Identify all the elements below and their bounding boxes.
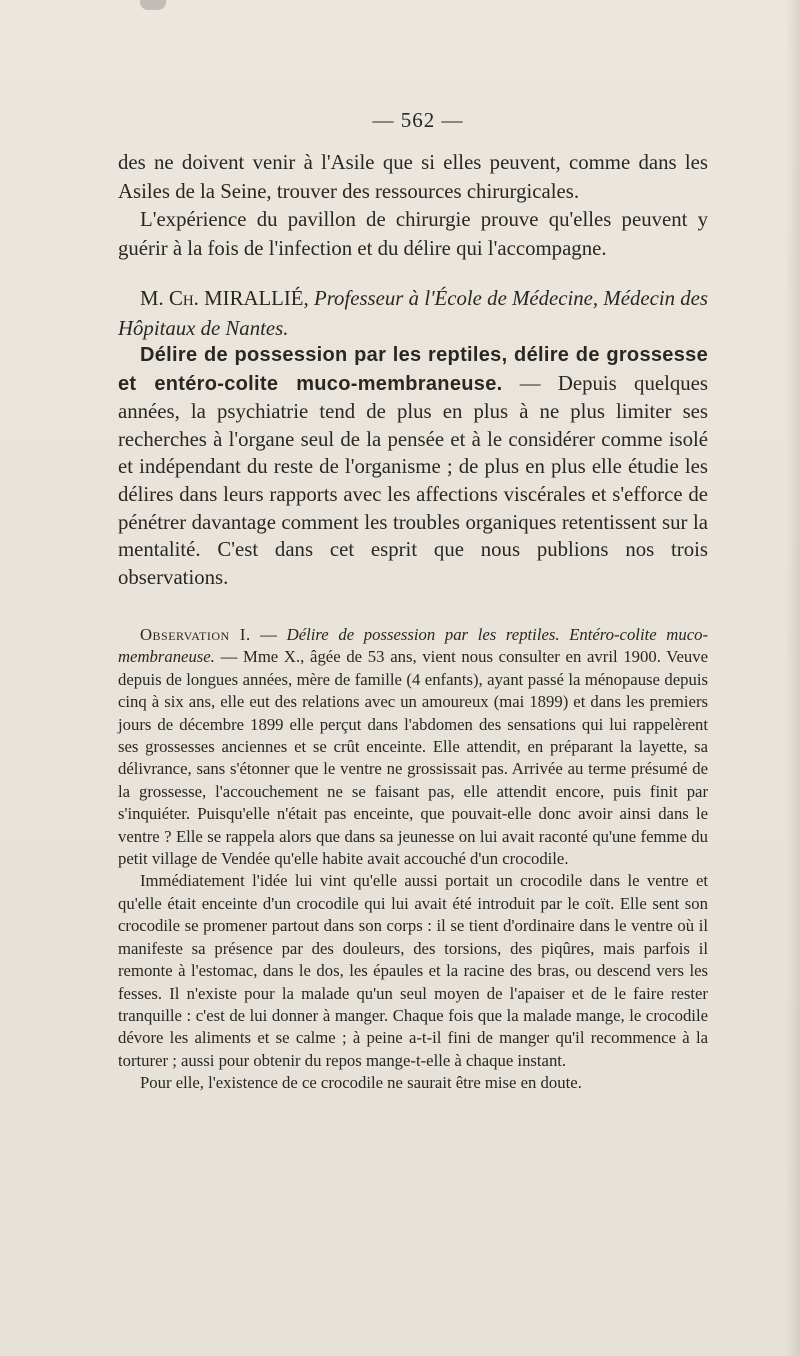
spine-shadow — [786, 0, 800, 1356]
intro-paragraph-2: L'expérience du pavillon de chirurgie prouve qu'elles peuvent y guérir à la fois de l'infection et du délire qui l'accompagne. — [118, 208, 708, 260]
observation-paragraph-3: Pour elle, l'existence de ce crocodile ne saurait être mise en doute. — [140, 1073, 582, 1093]
page-corner-mark — [140, 0, 166, 10]
author-line — [118, 284, 708, 344]
article-title: Délire de possession par les reptiles, délire de grossesse et entéro-colite muco-membraneuse. — [118, 344, 708, 395]
observation-dash: — — [250, 625, 287, 644]
intro-paragraph-1: des ne doivent venir à l'Asile que si elles peuvent, comme dans les Asiles de la Seine, trouver des ressources chirurgicales. — [118, 151, 708, 203]
observation-label: Observation I. — [140, 625, 251, 644]
abstract-paragraph — [118, 341, 708, 591]
intro-section — [118, 149, 708, 263]
abstract-body: — Depuis quelques années, la psychiatrie tend de plus en plus à ne plus limiter ses recherches à l'organe seul de la pensée et à le considérer comme isolé et indépendant du reste de l'organisme ; de plus en plus elle étudie les délires dans leurs rapports avec les affections viscérales et s'efforce de pénétrer davantage comment les troubles organiques retentissent sur la mentalité. C'est dans cet esprit que nous publions nos trois observations. — [118, 371, 708, 589]
observation-paragraph-2: Immédiatement l'idée lui vint qu'elle aussi portait un crocodile dans le ventre et qu'elle était enceinte d'un crocodile qui lui avait été introduit par le coït. Elle sent son crocodile se promener partout dans son corps : il se tient d'ordinaire dans le ventre où il manifeste sa présence par des douleurs, des torsions, des piqûres, mais parfois il remonte à l'estomac, dans le dos, les épaules et la racine des bras, ou descend vers les fesses. Il n'existe pour la malade qu'un seul moyen de l'apaiser et de le faire rester tranquille : c'est de lui donner à manger. Chaque fois que la malade mange, le crocodile dévore les aliments et se calme ; à peine a-t-il fini de manger qu'il recommence à la torturer ; aussi pour obtenir du repos mange-t-elle à chaque instant. — [118, 871, 708, 1070]
author-name: M. Ch. MIRALLIÉ, — [140, 287, 309, 310]
observation-body-1: — Mme X., âgée de 53 ans, vient nous consulter en avril 1900. Veuve depuis de longues années, mère de famille (4 enfants), ayant passé la ménopause depuis cinq à six ans, elle eut des relations avec un amoureux (mai 1899) et dans les premiers jours de décembre 1899 elle perçut dans l'abdomen des sensations qui lui rappelèrent ses grossesses anciennes et se crût enceinte. Elle attendit, en préparant la layette, sa délivrance, sans s'étonner que le ventre ne grossissait pas. Arrivée au terme présumé de la grossesse, l'accouchement ne se faisant pas, elle attendit encore, puis finit par s'inquiéter. Puisqu'elle n'était pas enceinte, que pouvait-elle donc avoir ainsi dans le ventre ? Elle se rappela alors que dans sa jeunesse on lui avait raconté qu'une femme du petit village de Vendée qu'elle habite avait accouché d'un crocodile. — [118, 647, 708, 869]
observation-title: Délire de possession par les reptiles. Entéro-colite muco-membraneuse. — [118, 625, 709, 667]
observation-section — [118, 624, 708, 1095]
author-role: Professeur à l'École de Médecine, Médecin des Hôpitaux de Nantes. — [118, 287, 709, 340]
observation-paragraph-1 — [118, 624, 708, 870]
page-number: — 562 — — [372, 108, 464, 132]
abstract-section — [118, 341, 708, 591]
